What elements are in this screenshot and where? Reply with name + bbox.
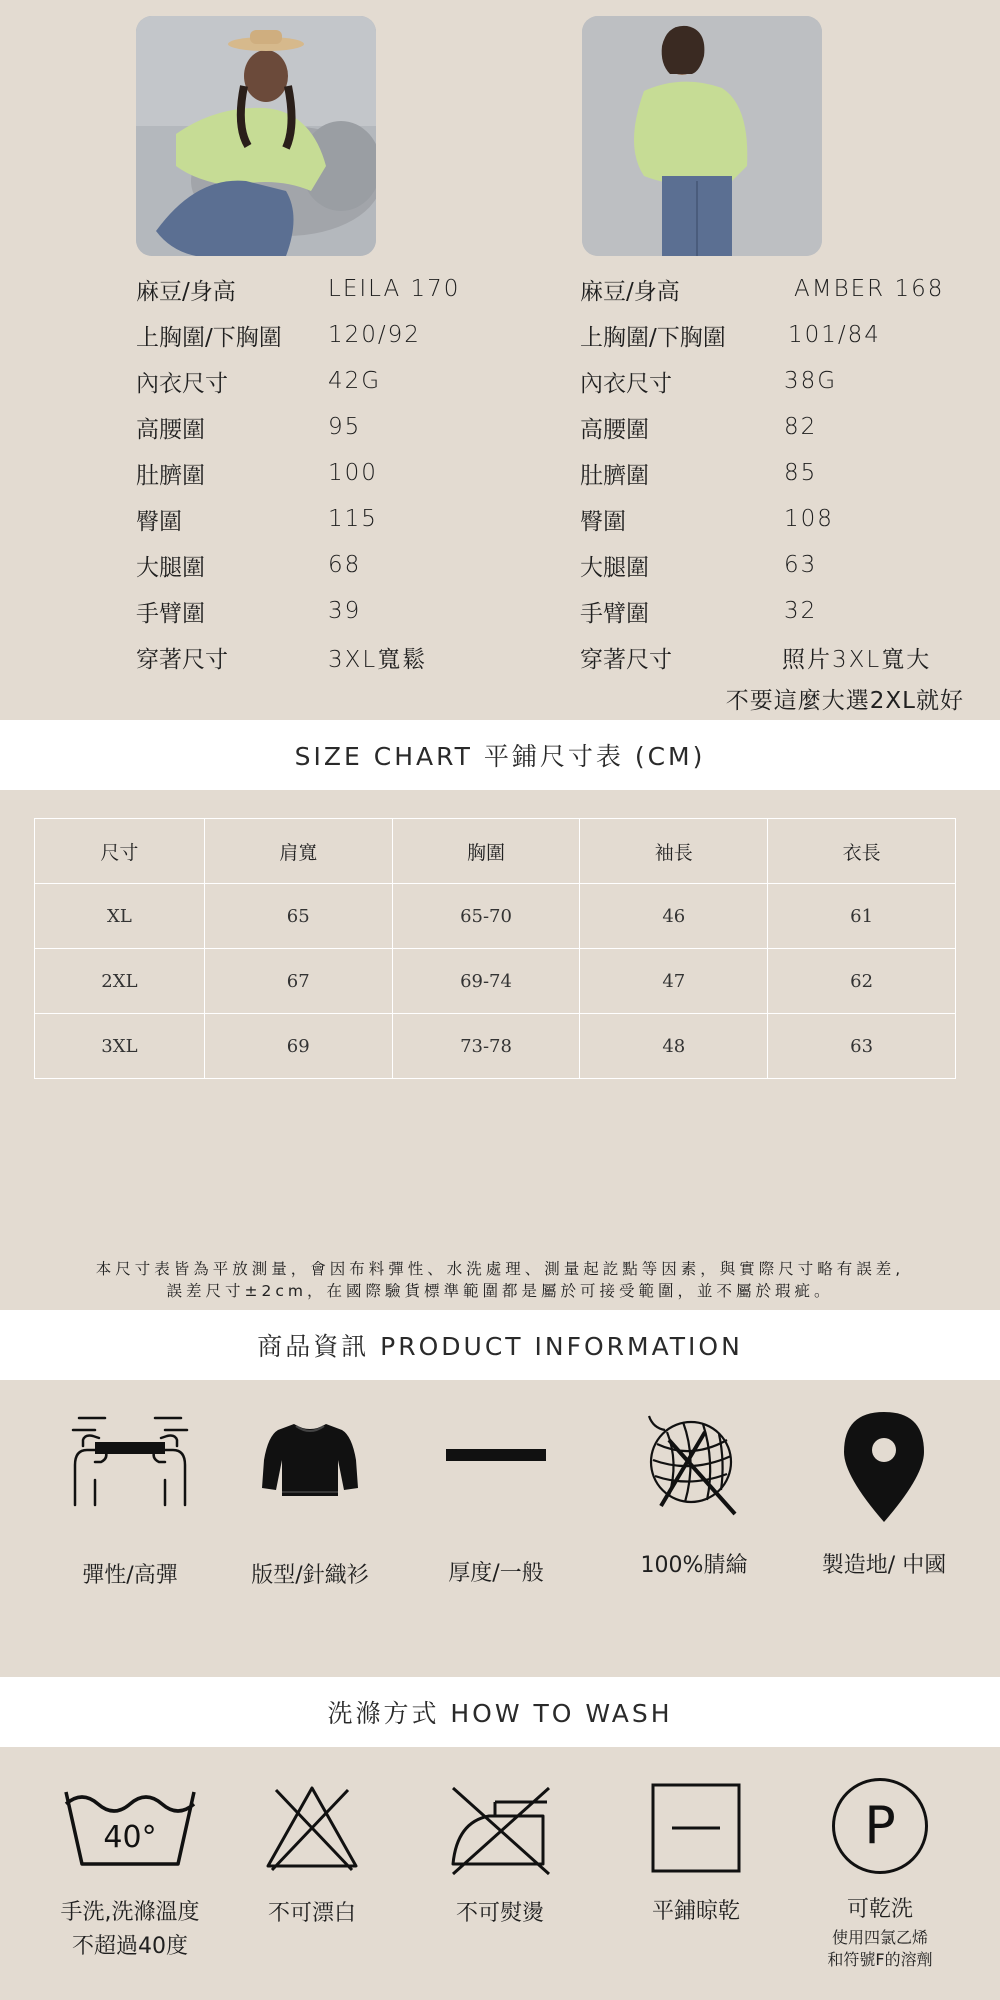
stat-row [580,588,944,634]
stat-label: 手臂圍 [580,600,649,627]
stat-row [580,312,944,358]
stat-row [136,358,460,404]
stat-value: 100 [328,460,378,486]
stat-row [580,404,944,450]
stat-label: 手臂圍 [136,600,205,627]
model-photo-illustration [582,16,822,256]
product-info-label: 100%腈綸 [640,1553,748,1578]
stat-label: 高腰圍 [136,416,205,443]
stat-label: 麻豆/身高 [580,278,680,305]
wash-temperature: 40° [103,1820,157,1855]
wash-header: 洗滌方式 HOW TO WASH [0,1677,1000,1747]
no-iron-icon [445,1782,555,1878]
table-row [35,1014,956,1079]
product-info-label: 厚度/一般 [448,1561,544,1586]
flat-dry-icon [650,1782,742,1874]
wash-dry-clean [800,1778,960,1971]
table-cell: 3XL [35,1014,205,1079]
stat-row [580,496,944,542]
product-info-stretch [50,1410,210,1589]
table-cell: 73-78 [392,1014,580,1079]
wash-no-bleach [232,1782,392,1927]
table-cell: 46 [580,884,768,949]
stat-label: 高腰圍 [580,416,649,443]
product-info-material [614,1410,774,1579]
stat-row [580,266,944,312]
stat-row [136,450,460,496]
table-cell: 2XL [35,949,205,1014]
stat-value: AMBER 168 [794,276,945,302]
stat-label: 穿著尺寸 [136,646,228,673]
size-table [34,818,956,1079]
table-cell: 48 [580,1014,768,1079]
stat-label: 大腿圍 [136,554,205,581]
stat-row [136,588,460,634]
wash-sublabel: 使用四氯乙烯 [831,1928,928,1947]
stat-value: 42G [328,368,382,394]
table-cell: 69-74 [392,949,580,1014]
stat-value: 82 [784,414,818,440]
stat-label: 內衣尺寸 [136,370,228,397]
stat-label: 大腿圍 [580,554,649,581]
model-stats-leila [136,266,460,680]
product-info-label: 版型/針織衫 [251,1563,369,1588]
stat-value: 101/84 [788,322,881,348]
wash-label: 可乾洗 [846,1897,913,1922]
model-stats-amber [580,266,944,680]
stat-label: 穿著尺寸 [580,646,672,673]
table-cell: 47 [580,949,768,1014]
stat-label: 上胸圍/下胸圍 [136,324,282,351]
stat-value: 95 [328,414,362,440]
table-cell: 65 [204,884,392,949]
stat-value: 85 [784,460,818,486]
wash-no-iron [420,1782,580,1927]
table-cell: 69 [204,1014,392,1079]
product-info-origin [804,1410,964,1579]
table-cell: 67 [204,949,392,1014]
model-photo-amber [582,16,822,256]
stat-label: 內衣尺寸 [580,370,672,397]
size-disclaimer [20,1258,980,1302]
product-info-thickness [416,1440,576,1587]
wash-hand [40,1782,220,1964]
wash-tub-icon [60,1782,200,1872]
table-row [35,949,956,1014]
stat-row [136,634,460,680]
disclaimer-line: 本尺寸表皆為平放測量，會因布料彈性、水洗處理、測量起訖點等因素，與實際尺寸略有誤差, [95,1260,905,1278]
model-photo-leila [136,16,376,256]
wash-sublabel: 和符號F的溶劑 [827,1950,933,1969]
dry-clean-icon: P [832,1778,928,1874]
table-cell: 62 [768,949,956,1014]
table-header-cell: 尺寸 [35,819,205,884]
size-chart-header: SIZE CHART 平鋪尺寸表 (CM) [0,720,1000,790]
wash-label: 不超過40度 [72,1934,188,1959]
stat-label: 肚臍圍 [136,462,205,489]
stat-value: LEILA 170 [328,276,461,302]
yarn-ball-icon [639,1410,749,1520]
stat-value: 32 [784,598,818,624]
table-row [35,884,956,949]
stat-value: 38G [784,368,838,394]
wash-label: 不可漂白 [267,1901,356,1926]
sweater-icon [260,1420,360,1500]
location-pin-icon [842,1410,926,1524]
wash-label: 平鋪晾乾 [651,1899,740,1924]
product-info-header: 商品資訊 PRODUCT INFORMATION [0,1310,1000,1380]
disclaimer-line: 誤差尺寸±2cm，在國際驗貨標準範圍都是屬於可接受範圍，並不屬於瑕疵。 [166,1282,834,1300]
stat-row [136,266,460,312]
stat-value: 3XL寬鬆 [328,646,428,673]
stat-row [136,404,460,450]
stretch-icon [65,1410,195,1510]
stat-row [136,496,460,542]
stat-value: 115 [328,506,378,532]
stat-label: 麻豆/身高 [136,278,236,305]
table-cell: 65-70 [392,884,580,949]
product-info-fit [230,1420,390,1589]
table-header-cell: 胸圍 [392,819,580,884]
table-header-cell: 衣長 [768,819,956,884]
stat-row [136,312,460,358]
table-cell: 61 [768,884,956,949]
stat-row [580,634,944,680]
stat-value: 39 [328,598,362,624]
wash-label: 不可熨燙 [455,1901,544,1926]
stat-value: 63 [784,552,818,578]
no-bleach-icon [264,1782,360,1872]
model-photo-illustration [136,16,376,256]
wash-label: 手洗,洗滌溫度 [60,1900,200,1925]
thickness-bar-icon [446,1440,546,1470]
stat-row [580,358,944,404]
table-header-cell: 袖長 [580,819,768,884]
stat-value: 108 [784,506,834,532]
size-table-header-row [35,819,956,884]
product-info-label: 彈性/高彈 [82,1563,178,1588]
stat-label: 肚臍圍 [580,462,649,489]
stat-row [580,542,944,588]
stat-value: 照片3XL寬大 [782,646,932,673]
stat-row [136,542,460,588]
stat-label: 臀圍 [580,508,626,535]
stat-label: 上胸圍/下胸圍 [580,324,726,351]
stat-row [580,450,944,496]
wash-flat-dry [616,1782,776,1925]
size-advice-note: 不要這麼大選2XL就好 [725,688,964,714]
stat-value: 120/92 [328,322,421,348]
table-cell: 63 [768,1014,956,1079]
table-header-cell: 肩寬 [204,819,392,884]
stat-label: 臀圍 [136,508,182,535]
table-cell: XL [35,884,205,949]
product-info-label: 製造地/ 中國 [821,1553,947,1578]
stat-value: 68 [328,552,362,578]
